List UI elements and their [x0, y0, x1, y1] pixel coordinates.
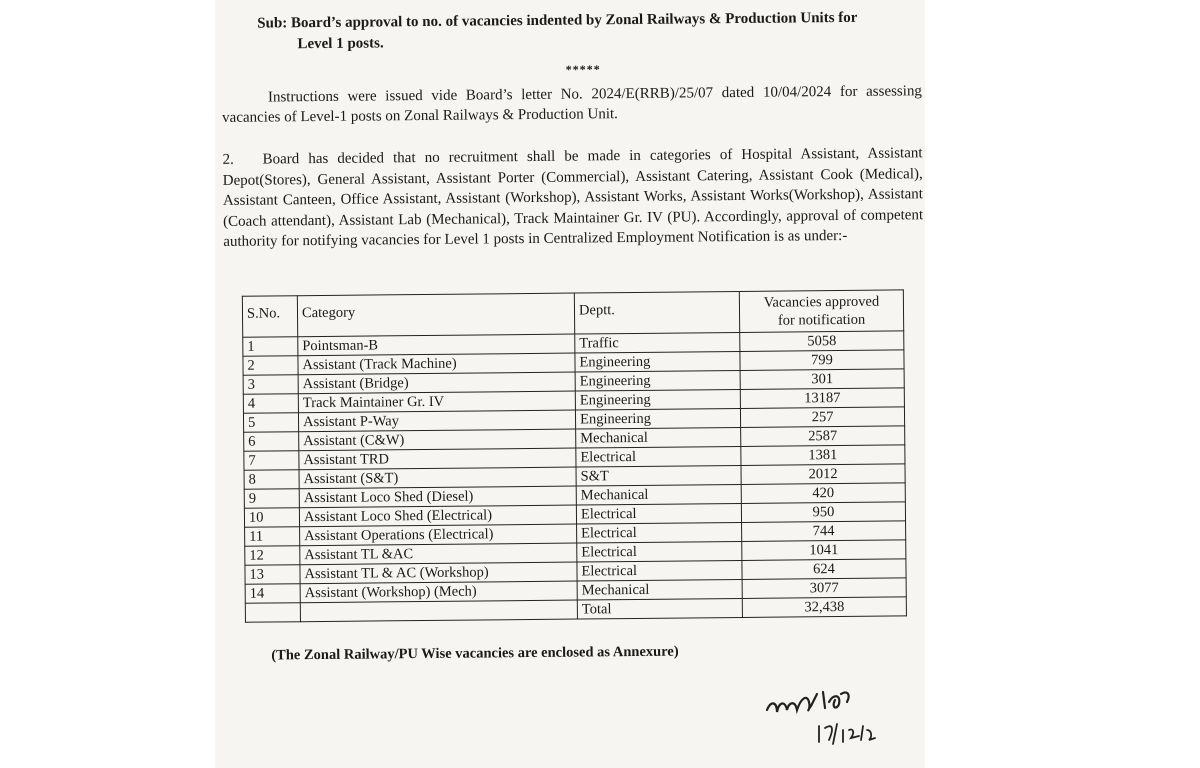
- row-deptt: Mechanical: [576, 427, 741, 448]
- total-label: Total: [577, 598, 742, 619]
- total-value: 32,438: [742, 597, 906, 618]
- row-category: Assistant Loco Shed (Diesel): [299, 486, 576, 508]
- row-sno: 5: [243, 413, 298, 433]
- row-deptt: Engineering: [575, 408, 740, 429]
- header-vacancies-line-2: for notification: [777, 311, 866, 329]
- row-deptt: S&T: [576, 465, 741, 486]
- total-sno-cell: [245, 603, 300, 623]
- row-sno: 6: [244, 432, 299, 452]
- row-category: Assistant (Track Machine): [298, 353, 575, 375]
- row-category: Assistant (S&T): [299, 467, 576, 489]
- row-sno: 13: [245, 565, 300, 585]
- row-sno: 10: [244, 508, 299, 528]
- row-deptt: Electrical: [577, 560, 742, 581]
- row-category: Pointsman-B: [298, 334, 575, 356]
- header-deptt: Deptt.: [574, 291, 739, 334]
- row-sno: 12: [245, 546, 300, 566]
- row-category: Assistant (C&W): [299, 429, 576, 451]
- row-category: Assistant Loco Shed (Electrical): [299, 505, 576, 527]
- separator-stars: *****: [565, 62, 601, 77]
- subject-heading: [257, 7, 917, 55]
- row-category: Assistant TL & AC (Workshop): [300, 562, 577, 584]
- row-vacancies: 2012: [741, 464, 905, 485]
- row-vacancies: 13187: [740, 388, 904, 409]
- row-sno: 14: [245, 584, 300, 604]
- paragraph-2: [222, 143, 923, 252]
- header-vacancies-line-1: Vacancies approved: [763, 293, 880, 311]
- row-sno: 8: [244, 470, 299, 490]
- row-category: Assistant P-Way: [298, 410, 575, 432]
- header-vacancies: [739, 290, 903, 333]
- header-category: Category: [297, 293, 574, 337]
- row-vacancies: 624: [742, 559, 906, 580]
- row-sno: 9: [244, 489, 299, 509]
- row-deptt: Engineering: [575, 389, 740, 410]
- row-deptt: Electrical: [576, 503, 741, 524]
- row-vacancies: 744: [742, 521, 906, 542]
- row-vacancies: 1381: [741, 445, 905, 466]
- row-category: Assistant (Bridge): [298, 372, 575, 394]
- row-category: Track Maintainer Gr. IV: [298, 391, 575, 413]
- paragraph-2-text: Board has decided that no recruitment shall be made in categories of Hospital Assistant, Assistant Depot(Stores), General Assistant, Assistant Porter (Commercial), Assistant Catering, Assistant Cook (Medical), Assistant Canteen, Office Assistant, Assistant (Workshop), Assistant Works, Assistant Works(Workshop), Assistant (Coach attendant), Assistant Lab (Mechanical), Track Maintainer Gr. IV (PU). Accordingly, approval of competent authority for notifying vacancies for Level 1 posts in Centralized Employment Notification is as under:-: [222, 145, 924, 250]
- row-vacancies: 2587: [741, 426, 905, 447]
- row-sno: 1: [243, 337, 298, 357]
- row-deptt: Engineering: [575, 351, 740, 372]
- subject-line-1: Sub: Board’s approval to no. of vacancies indented by Zonal Railways & Production Units for: [257, 9, 858, 32]
- header-sno: S.No.: [242, 296, 297, 338]
- row-deptt: Mechanical: [577, 579, 742, 600]
- total-category-cell: [300, 600, 577, 622]
- subject-line-2: Level 1 posts.: [297, 35, 384, 53]
- paragraph-2-number: 2.: [222, 151, 234, 168]
- row-vacancies: 257: [740, 407, 904, 428]
- row-sno: 2: [243, 356, 298, 376]
- row-sno: 3: [243, 375, 298, 395]
- row-deptt: Traffic: [575, 332, 740, 353]
- annexure-note: (The Zonal Railway/PU Wise vacancies are enclosed as Annexure): [271, 643, 679, 664]
- table-body: [243, 331, 907, 603]
- row-deptt: Electrical: [577, 541, 742, 562]
- row-vacancies: 3077: [742, 578, 906, 599]
- paragraph-1: Instructions were issued vide Board’s letter No. 2024/E(RRB)/25/07 dated 10/04/2024 for assessing vacancies of Level-1 posts on Zonal Railways & Production Unit.: [222, 83, 922, 126]
- vacancies-table: [242, 289, 907, 622]
- row-sno: 7: [244, 451, 299, 471]
- row-vacancies: 950: [741, 502, 905, 523]
- row-deptt: Electrical: [576, 446, 741, 467]
- row-category: Assistant (Workshop) (Mech): [300, 581, 577, 603]
- row-vacancies: 420: [741, 483, 905, 504]
- row-sno: 4: [243, 394, 298, 414]
- row-deptt: Electrical: [577, 522, 742, 543]
- handwritten-signature: [755, 680, 915, 760]
- row-deptt: Mechanical: [576, 484, 741, 505]
- row-category: Assistant TRD: [299, 448, 576, 470]
- row-vacancies: 301: [740, 369, 904, 390]
- table-header-row: [242, 290, 903, 337]
- row-vacancies: 1041: [742, 540, 906, 561]
- row-vacancies: 799: [740, 350, 904, 371]
- row-vacancies: 5058: [740, 331, 904, 352]
- document-page: [215, 0, 925, 768]
- row-category: Assistant Operations (Electrical): [300, 524, 577, 546]
- row-deptt: Engineering: [575, 370, 740, 391]
- row-sno: 11: [245, 527, 300, 547]
- row-category: Assistant TL &AC: [300, 543, 577, 565]
